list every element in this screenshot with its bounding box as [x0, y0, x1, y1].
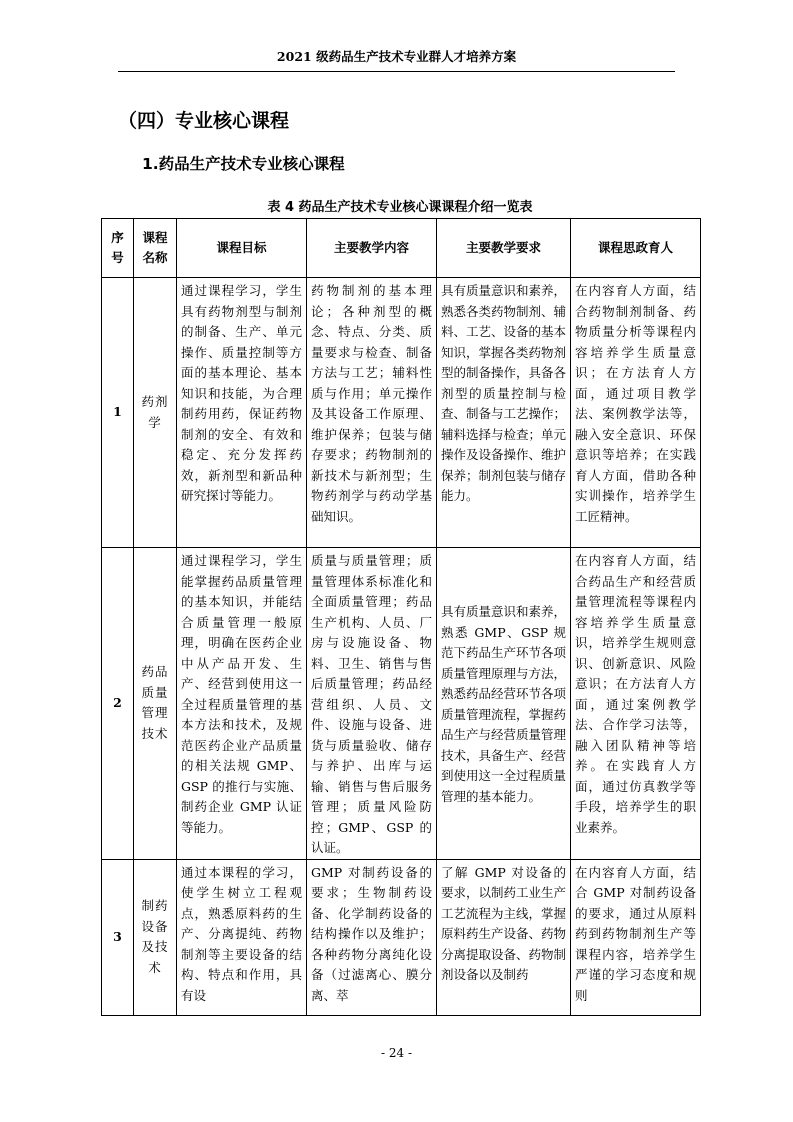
- core-courses-table: [101, 218, 701, 1016]
- course-name: 药剂学: [134, 278, 177, 548]
- course-name: 药品质量管理技术: [134, 548, 177, 860]
- course-name: 制药设备及技术: [134, 859, 177, 1015]
- header-rule: [118, 71, 675, 72]
- subsection-title: 1.药品生产技术专业核心课程: [142, 155, 345, 173]
- header-main-content: 主要教学内容: [307, 219, 437, 278]
- row-index: 3: [102, 859, 134, 1015]
- table-row: [102, 859, 701, 1015]
- header-main-requirement: 主要教学要求: [437, 219, 571, 278]
- course-requirement: 具有质量意识和素养，熟悉 GMP、GSP 规范下药品生产环节各项质量管理原理与方法，熟悉药品经营环节各项质量管理流程，掌握药品生产与经营质量管理技术，具备生产、经营到使用这一全过程质量管理的基本能力。: [437, 548, 571, 860]
- header-course-name: 课程名称: [134, 219, 177, 278]
- header-index: 序号: [102, 219, 134, 278]
- course-ideology: 在内容育人方面，结合 GMP 对制药设备的要求，通过从原料药到药物制剂生产等课程内容，培养学生严谨的学习态度和规则: [571, 859, 701, 1015]
- course-ideology: 在内容育人方面，结合药品生产和经营质量管理流程等课程内容培养学生质量意识，培养学生规则意识、创新意识、风险意识；在方法育人方面，通过案例教学法、合作学习法等，融入团队精神等培养。在实践育人方面，通过仿真教学等手段，培养学生的职业素养。: [571, 548, 701, 860]
- table-row: [102, 278, 701, 548]
- course-goal: 通过本课程的学习，使学生树立工程观点，熟悉原料药的生产、分离提纯、药物制剂等主要设备的结构、特点和作用，具有设: [177, 859, 307, 1015]
- table-caption: 表 4 药品生产技术专业核心课课程介绍一览表: [267, 200, 533, 215]
- course-content: GMP 对制药设备的要求；生物制药设备、化学制药设备的结构操作以及维护；各种药物分离纯化设备（过滤离心、膜分离、萃: [307, 859, 437, 1015]
- page-number: - 24 -: [380, 1046, 412, 1060]
- page-header: 2021 级药品生产技术专业群人才培养方案: [276, 49, 517, 64]
- course-requirement: 具有质量意识和素养，熟悉各类药物制剂、辅料、工艺、设备的基本知识，掌握各类药物剂型的制备操作，具备各剂型的质量控制与检查、制备与工艺操作；辅料选择与检查；单元操作及设备操作、维护保养；制剂包装与储存能力。: [437, 278, 571, 548]
- course-goal: 通过课程学习，学生能掌握药品质量管理的基本知识，并能结合质量管理一般原理，明确在医药企业中从产品开发、生产、经营到使用这一全过程质量管理的基本方法和技术，及规范医药企业产品质量的相关法规 GMP、GSP 的推行与实施、制药企业 GMP 认证等能力。: [177, 548, 307, 860]
- course-goal: 通过课程学习，学生具有药物剂型与制剂的制备、生产、单元操作、质量控制等方面的基本理论、基本知识和技能，为合理制药用药，保证药物制剂的安全、有效和稳定、充分发挥药效，新剂型和新品种研究探讨等能力。: [177, 278, 307, 548]
- course-ideology: 在内容育人方面，结合药物制剂制备、药物质量分析等课程内容培养学生质量意识；在方法育人方面，通过项目教学法、案例教学法等，融入安全意识、环保意识等培养；在实践育人方面，借助各种实训操作，培养学生工匠精神。: [571, 278, 701, 548]
- header-ideology: 课程思政育人: [571, 219, 701, 278]
- table-row: [102, 548, 701, 860]
- row-index: 2: [102, 548, 134, 860]
- course-content: 药物制剂的基本理论；各种剂型的概念、特点、分类、质量要求与检查、制备方法与工艺；辅料性质与作用；单元操作及其设备工作原理、维护保养；包装与储存要求；药物制剂的新技术与新剂型；生物药剂学与药动学基础知识。: [307, 278, 437, 548]
- table-header-row: [102, 219, 701, 278]
- course-requirement: 了解 GMP 对设备的要求，以制药工业生产工艺流程为主线，掌握原料药生产设备、药物分离提取设备、药物制剂设备以及制药: [437, 859, 571, 1015]
- header-course-goal: 课程目标: [177, 219, 307, 278]
- course-content: 质量与质量管理；质量管理体系标准化和全面质量管理；药品生产机构、人员、厂房与设施设备、物料、卫生、销售与售后质量管理；药品经营组织、人员、文件、设施与设备、进货与质量验收、储存与养护、出库与运输、销售与售后服务管理；质量风险防控；GMP、GSP 的认证。: [307, 548, 437, 860]
- section-title: （四）专业核心课程: [118, 110, 290, 132]
- row-index: 1: [102, 278, 134, 548]
